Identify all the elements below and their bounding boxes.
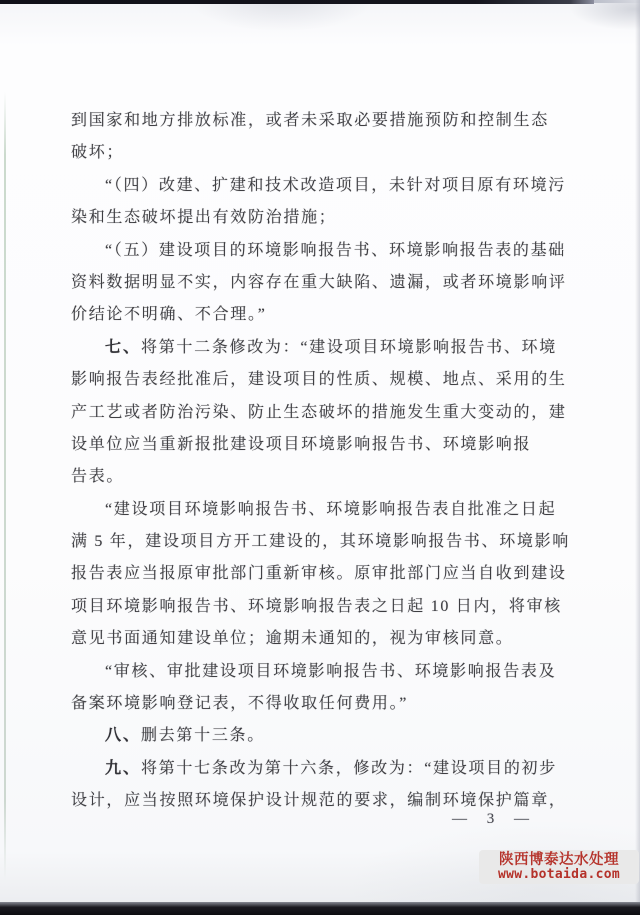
text-line: 到国家和地方排放标准，或者未采取必要措施预防和控制生态 bbox=[71, 112, 549, 129]
document-body bbox=[71, 105, 576, 818]
text-line: 设单位应当重新报批建设项目环境影响报告书、环境影响报 bbox=[71, 435, 532, 453]
text-line: “（四）改建、扩建和技术改造项目，未针对项目原有环境污 bbox=[105, 176, 567, 194]
text-line: 七、将第十二条修改为：“建设项目环境影响报告书、环境 bbox=[105, 338, 557, 356]
text-line: 染和生态破坏提出有效防治措施； bbox=[71, 209, 337, 227]
text-line: 资料数据明显不实，内容存在重大缺陷、遗漏，或者环境影响评 bbox=[71, 273, 567, 291]
scan-edge-bottom bbox=[0, 902, 640, 915]
section-number: 九、 bbox=[105, 759, 142, 777]
text-line: 影响报告表经批准后，建设项目的性质、规模、地点、采用的生 bbox=[71, 371, 567, 389]
text-line: 设计，应当按照环境保护设计规范的要求，编制环境保护篇章， bbox=[71, 792, 567, 810]
text-line: “建设项目环境影响报告书、环境影响报告表自批准之日起 bbox=[105, 500, 557, 518]
scan-edge-right bbox=[635, 0, 640, 915]
text-line: 告表。 bbox=[71, 468, 125, 486]
watermark-company: 陕西博泰达水处理 bbox=[499, 852, 619, 868]
text-line: “审核、审批建设项目环境影响报告书、环境影响报告表及 bbox=[105, 662, 557, 680]
text-line: “（五）建设项目的环境影响报告书、环境影响报告表的基础 bbox=[105, 241, 567, 259]
section-number: 八、 bbox=[105, 727, 142, 745]
text-line: 项目环境影响报告书、环境影响报告表之日起 10 日内，将审核 bbox=[71, 597, 563, 615]
text-line: 价结论不明确、不合理。” bbox=[71, 306, 267, 324]
scan-edge-top bbox=[0, 0, 594, 4]
section-number: 七、 bbox=[105, 338, 142, 356]
scan-fold-line bbox=[4, 92, 6, 880]
watermark-url: www.botaida.com bbox=[498, 867, 620, 882]
text-line: 破坏； bbox=[71, 144, 125, 162]
text-line: 九、将第十七条改为第十六条，修改为：“建设项目的初步 bbox=[105, 759, 557, 777]
scan-edge-top-right bbox=[594, 0, 640, 3]
text-line: 意见书面通知建设单位；逾期未通知的，视为审核同意。 bbox=[71, 630, 514, 648]
text-line: 八、删去第十三条。 bbox=[105, 727, 265, 745]
text-line: 备案环境影响登记表，不得收取任何费用。” bbox=[71, 695, 409, 713]
text-line: 满 5 年，建设项目方开工建设的，其环境影响报告书、环境影响 bbox=[71, 533, 571, 551]
text-line: 产工艺或者防治污染、防止生态破坏的措施发生重大变动的，建 bbox=[71, 403, 567, 421]
text-line: 报告表应当报原审批部门重新审核。原审批部门应当自收到建设 bbox=[71, 565, 567, 583]
watermark bbox=[479, 850, 639, 884]
page-number: — 3 — bbox=[452, 811, 531, 827]
